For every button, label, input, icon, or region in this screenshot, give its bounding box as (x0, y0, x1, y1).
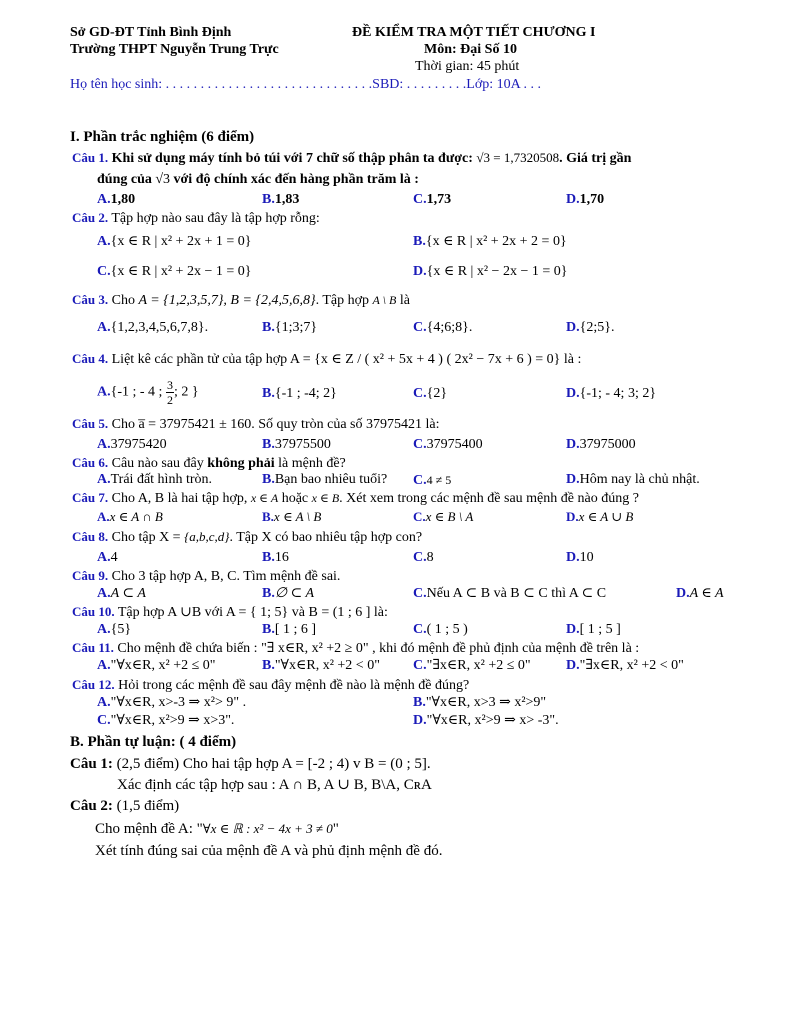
option-d[interactable]: D.Hôm nay là chủ nhật. (566, 472, 700, 487)
part1-title: I. Phần trắc nghiệm (6 điểm) (70, 129, 255, 145)
question-8: Câu 8. Cho tập X = {a,b,c,d}. Tập X có bao nhiêu tập hợp con? (72, 529, 423, 545)
option-b[interactable]: B.16 (262, 550, 289, 565)
student-info-line: Họ tên học sinh: . . . . . . . . . . . . . . . . . . . . . . . . . . . . . .SBD: . . . . . . . . .Lớp: 10A . . . (70, 77, 541, 92)
option-a[interactable]: A.{x ∈ R | x² + 2x + 1 = 0} (97, 234, 252, 249)
part2-title: B. Phần tự luận: ( 4 điểm) (70, 734, 237, 750)
option-c[interactable]: C.4 ≠ 5 (413, 473, 452, 488)
question-label: Câu 6. (72, 455, 109, 470)
question-6: Câu 6. Câu nào sau đây không phải là mệnh đề? (72, 455, 346, 471)
option-d[interactable]: D.x ∈ A ∪ B (566, 509, 634, 524)
option-d[interactable]: D.[ 1 ; 5 ] (566, 622, 621, 637)
option-d[interactable]: D."∀x∈R, x²>9 ⇒ x> -3". (413, 713, 559, 728)
option-c[interactable]: C."∃x∈R, x² +2 ≤ 0" (413, 658, 531, 673)
question-1 (72, 150, 631, 167)
option-c[interactable]: C.x ∈ B \ A (413, 509, 474, 524)
option-b[interactable]: B.∅ ⊂ A (262, 586, 315, 601)
option-a[interactable]: A.1,80 (97, 192, 136, 207)
option-b[interactable]: B.{1;3;7} (262, 320, 318, 335)
option-a[interactable]: A.A ⊂ A (97, 586, 146, 601)
question-label: Câu 11. (72, 640, 114, 655)
option-a[interactable]: A."∀x∈R, x² +2 ≤ 0" (97, 658, 216, 673)
essay-question-1-task: Xác định các tập hợp sau : A ∩ B, A ∪ B, B\A, CʀA (117, 777, 432, 793)
question-2 (72, 210, 320, 227)
question-12: Câu 12. Hỏi trong các mệnh đề sau đây mệnh đề nào là mệnh đề đúng? (72, 677, 470, 693)
question-label: Câu 1. (72, 150, 109, 165)
question-text: Khi sử dụng máy tính bỏ túi với 7 chữ số thập phân ta được: (111, 151, 477, 166)
question-label: Câu 9. (72, 568, 109, 583)
option-d[interactable]: D.10 (566, 550, 594, 565)
option-c[interactable]: C.Nếu A ⊂ B và B ⊂ C thì A ⊂ C (413, 586, 607, 601)
option-c[interactable]: C.{4;6;8}. (413, 320, 473, 335)
option-b[interactable]: B."∀x∈R, x>3 ⇒ x²>9" (413, 695, 547, 710)
fraction: $\frac{3}{2}$ (166, 378, 173, 407)
option-d[interactable]: D.37975000 (566, 437, 636, 452)
option-c[interactable]: C.37975400 (413, 437, 483, 452)
formula: x ∈ B (311, 491, 340, 505)
formula: A = {1,2,3,5,7}, B = {2,4,5,6,8} (138, 293, 316, 308)
option-b[interactable]: B.Bạn bao nhiêu tuổi? (262, 472, 388, 487)
school-name: Trường THPT Nguyễn Trung Trực (70, 42, 279, 57)
exam-title: ĐỀ KIỂM TRA MỘT TIẾT CHƯƠNG I (352, 25, 596, 40)
option-c[interactable]: C.8 (413, 550, 434, 565)
essay-question-1: Câu 1: (2,5 điểm) Cho hai tập hợp A = [-2 ; 4) v B = (0 ; 5]. (70, 756, 431, 772)
option-d[interactable]: D.A ∈ A (676, 586, 724, 601)
essay-question-2-task: Xét tính đúng sai của mệnh đề A và phủ định mệnh đề đó. (95, 843, 443, 859)
option-b[interactable]: B.1,83 (262, 192, 300, 207)
formula: a̅ = 37975421 ± 160 (138, 417, 252, 432)
option-b[interactable]: B.[ 1 ; 6 ] (262, 622, 317, 637)
question-label: Câu 10. (72, 604, 115, 619)
question-label: Câu 5. (72, 416, 109, 431)
question-11: Câu 11. Cho mệnh đề chứa biến : "∃ x∈R, x² +2 ≥ 0" , khi đó mệnh đề phủ định của mệnh đề trên là : (72, 640, 640, 656)
option-a[interactable]: A."∀x∈R, x>-3 ⇒ x²> 9" . (97, 695, 247, 710)
question-label: Câu 2: (70, 798, 113, 814)
question-text: với độ chính xác đến hàng phần trăm là : (170, 172, 419, 187)
question-1-line2 (97, 172, 419, 188)
formula: ∀x ∈ ℝ : x² − 4x + 3 ≠ 0 (202, 821, 333, 836)
exam-subject: Môn: Đại Số 10 (424, 42, 517, 57)
question-5: Câu 5. Cho a̅ = 37975421 ± 160. Số quy tròn của số 37975421 là: (72, 416, 440, 432)
option-b[interactable]: B."∀x∈R, x² +2 < 0" (262, 658, 380, 673)
option-a[interactable]: A.37975420 (97, 437, 167, 452)
question-label: Câu 3. (72, 292, 109, 307)
option-c[interactable]: C.( 1 ; 5 ) (413, 622, 468, 637)
formula: A \ B (372, 293, 397, 307)
question-text: . Giá trị gần (559, 151, 632, 166)
question-3: Câu 3. Cho A = {1,2,3,5,7}, B = {2,4,5,6,8}. Tập hợp A \ B là (72, 292, 410, 308)
option-b[interactable]: B.37975500 (262, 437, 331, 452)
formula: √3 = 1,7320508 (476, 150, 560, 165)
question-label: Câu 2. (72, 210, 109, 225)
option-b[interactable]: B.{-1 ; -4; 2} (262, 386, 337, 401)
option-d[interactable]: D.1,70 (566, 192, 605, 207)
option-a[interactable]: A.4 (97, 550, 118, 565)
essay-question-2-statement: Cho mệnh đề A: "∀x ∈ ℝ : x² − 4x + 3 ≠ 0" (95, 821, 339, 837)
question-10: Câu 10. Tập hợp A ∪B với A = { 1; 5} và B = (1 ; 6 ] là: (72, 604, 388, 620)
formula: √3 (155, 172, 171, 187)
question-label: Câu 4. (72, 351, 109, 366)
question-label: Câu 1: (70, 756, 113, 772)
department-name: Sở GD-ĐT Tỉnh Bình Định (70, 25, 232, 40)
question-label: Câu 8. (72, 529, 109, 544)
question-9: Câu 9. Cho 3 tập hợp A, B, C. Tìm mệnh đề sai. (72, 568, 341, 584)
formula: x ∈ A (250, 491, 279, 505)
option-a[interactable]: A.Trái đất hình tròn. (97, 472, 212, 487)
option-c[interactable]: C.{x ∈ R | x² + 2x − 1 = 0} (97, 264, 252, 279)
question-text: Tập hợp nào sau đây là tập hợp rỗng: (111, 211, 320, 226)
question-label: Câu 7. (72, 490, 109, 505)
formula: {x ∈ Z / ( x² + 5x + 4 ) ( 2x² − 7x + 6 ) = 0} (314, 352, 561, 367)
option-a[interactable]: A.{1,2,3,4,5,6,7,8}. (97, 320, 209, 335)
option-d[interactable]: D."∃x∈R, x² +2 < 0" (566, 658, 684, 673)
option-c[interactable]: C."∀x∈R, x²>9 ⇒ x>3". (97, 713, 235, 728)
option-d[interactable]: D.{x ∈ R | x² − 2x − 1 = 0} (413, 264, 568, 279)
option-b[interactable]: B.x ∈ A \ B (262, 509, 322, 524)
option-a[interactable]: A.{-1 ; - 4 ; $\frac{3}{2}$ ; 2 } (97, 378, 199, 407)
option-a[interactable]: A.{5} (97, 622, 132, 637)
question-7: Câu 7. Cho A, B là hai tập hợp, x ∈ A hoặc x ∈ B. Xét xem trong các mệnh đề sau mệnh đề nào đúng ? (72, 490, 639, 506)
formula: {a,b,c,d} (184, 529, 230, 544)
essay-question-2: Câu 2: (1,5 điểm) (70, 798, 180, 814)
exam-time: Thời gian: 45 phút (415, 59, 520, 74)
question-text: đúng của (97, 172, 156, 187)
option-d[interactable]: D.{-1; - 4; 3; 2} (566, 386, 657, 401)
option-b[interactable]: B.{x ∈ R | x² + 2x + 2 = 0} (413, 234, 567, 249)
option-d[interactable]: D.{2;5}. (566, 320, 615, 335)
question-4: Câu 4. Liệt kê các phần tử của tập hợp A = {x ∈ Z / ( x² + 5x + 4 ) ( 2x² − 7x + 6 ) = 0} là : (72, 351, 582, 367)
option-a[interactable]: A.x ∈ A ∩ B (97, 509, 163, 524)
option-c[interactable]: C.{2} (413, 386, 448, 401)
option-c[interactable]: C.1,73 (413, 192, 452, 207)
question-label: Câu 12. (72, 677, 115, 692)
